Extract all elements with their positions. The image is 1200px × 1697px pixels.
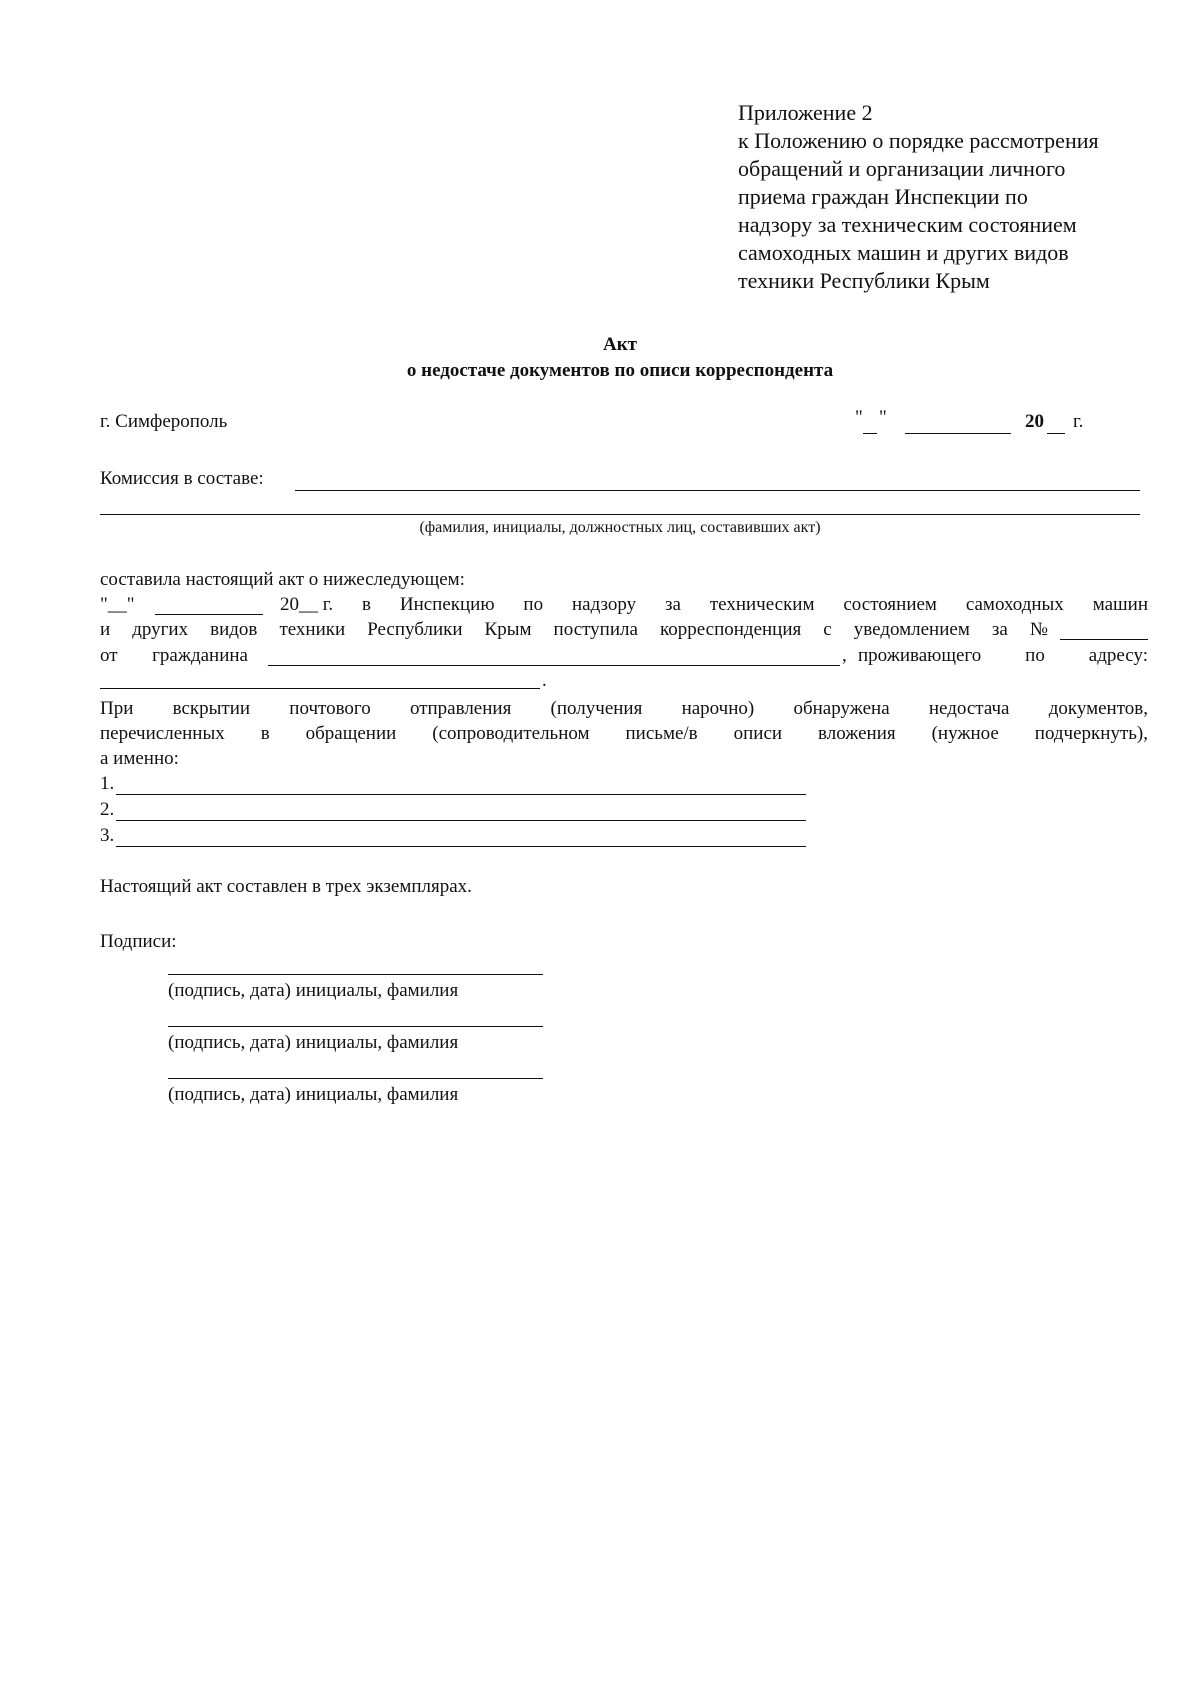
header-line: приема граждан Инспекции по [738, 184, 1028, 209]
document-title: Акт [602, 334, 637, 355]
address-blank [100, 688, 540, 689]
item-blank [116, 846, 806, 847]
date-field [855, 407, 1100, 435]
year-prefix: 20 [1025, 411, 1044, 432]
copies-text: Настоящий акт составлен в трех экземплярах. [100, 876, 472, 897]
item-blank [116, 794, 806, 795]
commission-label: Комиссия в составе: [100, 468, 264, 489]
body-text: в Инспекцию по надзору за техническим состоянием самоходных машин [362, 594, 1148, 615]
commission-blank [295, 490, 1140, 491]
citizen-name-blank [268, 665, 840, 666]
year-suffix: г. [1073, 411, 1084, 432]
header-line: Приложение 2 [738, 100, 873, 125]
commission-caption: (фамилия, инициалы, должностных лиц, составивших акт) [419, 519, 821, 536]
body-line-3 [100, 645, 1148, 669]
para-line-3: а именно: [100, 748, 179, 769]
signature-caption: (подпись, дата) инициалы, фамилия [168, 1032, 459, 1053]
document-subtitle: о недостаче документов по описи корреспондента [406, 360, 834, 381]
month-blank [905, 433, 1011, 434]
signature-blank [168, 974, 543, 975]
signatures-label: Подписи: [100, 931, 177, 952]
signature-blank [168, 1078, 543, 1079]
signature-caption: (подпись, дата) инициалы, фамилия [168, 980, 459, 1001]
day-quote: "__" [100, 594, 135, 615]
number-blank [1060, 639, 1148, 640]
header-line: самоходных машин и других видов [738, 240, 1069, 265]
header-line: техники Республики Крым [738, 268, 990, 293]
commission-blank-2 [100, 514, 1140, 515]
signature-caption: (подпись, дата) инициалы, фамилия [168, 1084, 459, 1105]
city: г. Симферополь [100, 411, 228, 432]
signature-blank [168, 1026, 543, 1027]
year-text: 20__ г. [280, 594, 334, 615]
list-item: 1. [100, 773, 115, 794]
body-text: и других видов техники Республики Крым поступила корреспонденция с уведомлением за № [100, 619, 1048, 640]
para-line-1: При вскрытии почтового отправления (получения нарочно) обнаружена недостача документов, [100, 698, 1148, 719]
year-blank [1047, 433, 1065, 434]
para-line-2: перечисленных в обращении (сопроводительном письме/в описи вложения (нужное подчеркнуть), [100, 723, 1148, 744]
intro-text: составила настоящий акт о нижеследующем: [100, 569, 465, 590]
appendix-header [738, 99, 1099, 295]
day-blank [863, 433, 877, 434]
date-quote: " [879, 407, 887, 428]
date-quote: " [855, 407, 863, 428]
body-text: проживающего по адресу: [858, 645, 1148, 666]
header-line: обращений и организации личного [738, 156, 1066, 181]
period: . [542, 670, 547, 691]
header-line: к Положению о порядке рассмотрения [738, 128, 1099, 153]
month-blank-body [155, 614, 263, 615]
body-text: от гражданина [100, 645, 248, 666]
body-line-1 [100, 594, 1148, 618]
list-item: 2. [100, 799, 115, 820]
header-line: надзору за техническим состоянием [738, 212, 1077, 237]
body-line-2 [100, 619, 1148, 643]
comma: , [842, 645, 847, 666]
list-item: 3. [100, 825, 115, 846]
item-blank [116, 820, 806, 821]
